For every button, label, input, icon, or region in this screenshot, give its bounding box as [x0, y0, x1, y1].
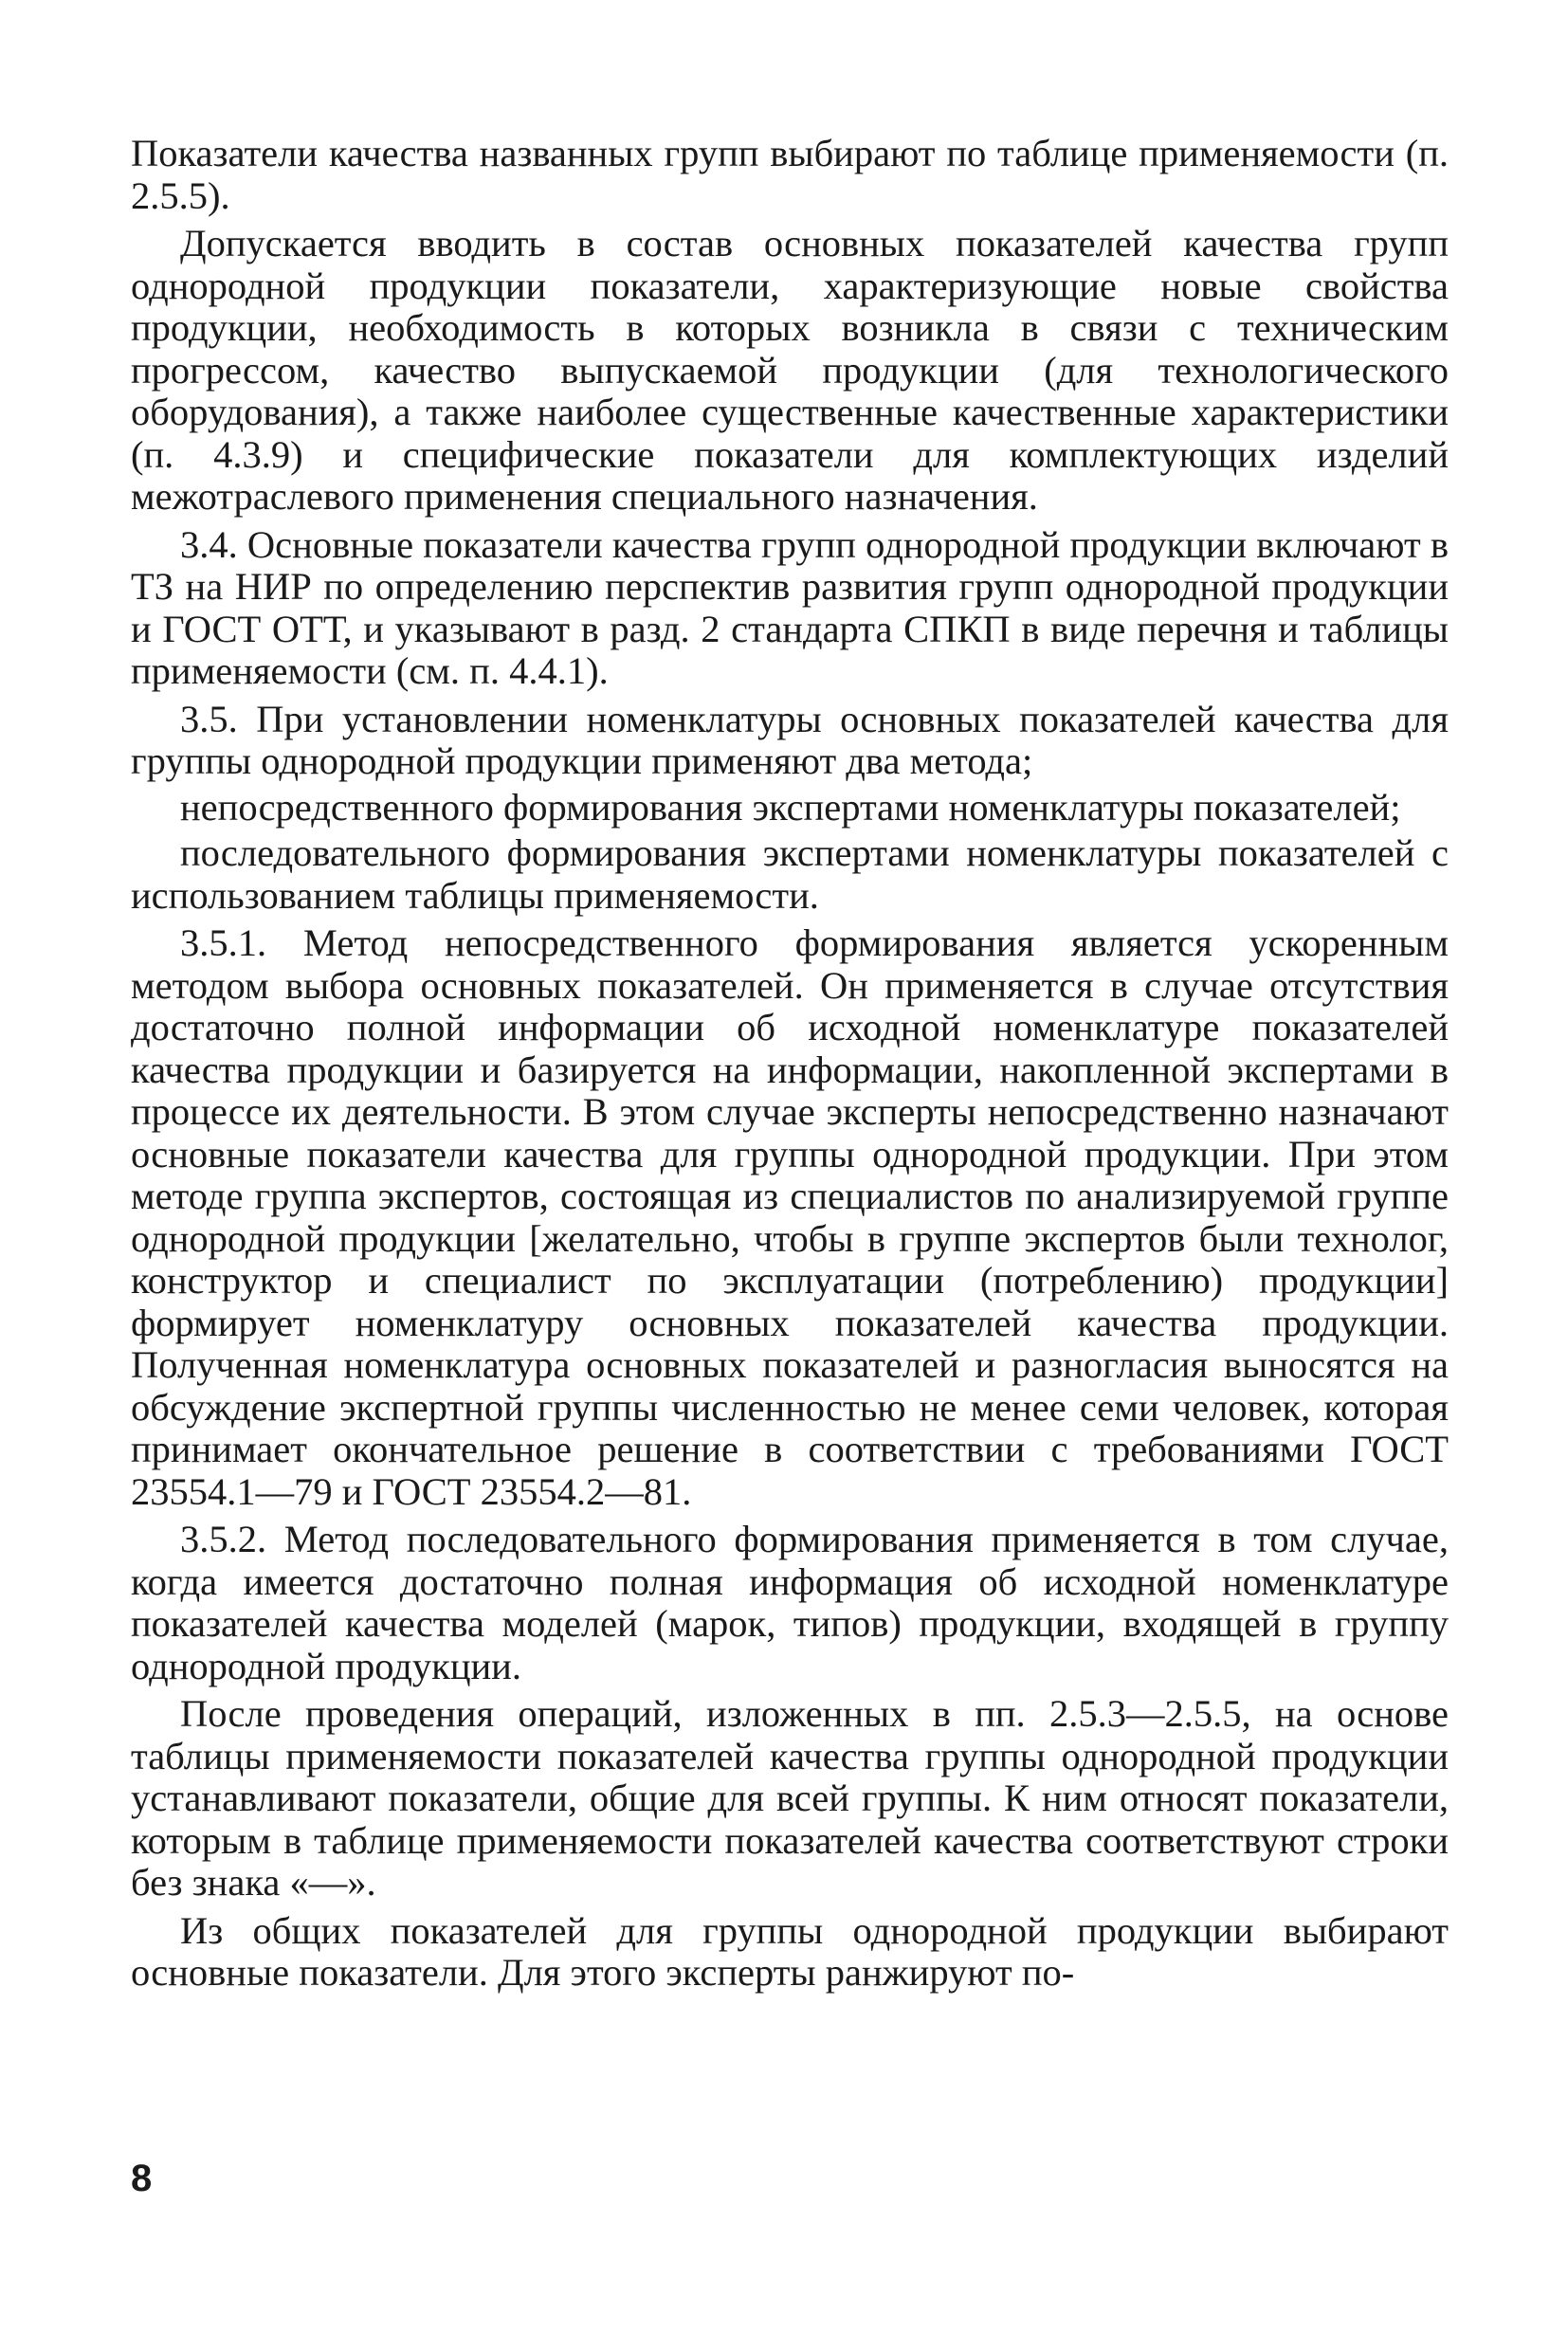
paragraph-quality-groups-selection: Показатели качества названных групп выбирают по таблице применяемости (п. 2.5.5).	[131, 132, 1449, 217]
paragraph-3-4: 3.4. Основные показатели качества групп однородной продукции включают в ТЗ на НИР по определению перспектив развития групп однородной продукции и ГОСТ ОТТ, и указывают в разд. 2 стандарта СПКП в виде перечня и таблицы применяемости (см. п. 4.4.1).	[131, 522, 1449, 692]
paragraph-3-5-1: 3.5.1. Метод непосредственного формирования является ускоренным методом выбора основных показателей. Он применяется в случае отсутствия достаточно полной информации об исходной номенклатуре показателей качества продукции и базируется на информации, накопленной экспертами в процессе их деятельности. В этом случае эксперты непосредственно назначают основные показатели качества для группы однородной продукции. При этом методе группа экспертов, состоящая из специалистов по анализируемой группе однородной продукции [желательно, чтобы в группе экспертов были технолог, конструктор и специалист по эксплуатации (потреблению) продукции] формирует номенклатуру основных показателей качества продукции. Полученная номенклатура основных показателей и разногласия выносятся на обсуждение экспертной группы численностью не менее семи человек, которая принимает окончательное решение в соответствии с требованиями ГОСТ 23554.1—79 и ГОСТ 23554.2—81.	[131, 921, 1449, 1513]
paragraph-3-5: 3.5. При установлении номенклатуры основных показателей качества для группы однородной продукции применяют два метода;	[131, 697, 1449, 782]
paragraph-after-operations: После проведения операций, изложенных в пп. 2.5.3—2.5.5, на основе таблицы применяемости показателей качества группы однородной продукции устанавливают показатели, общие для всей группы. К ним относят показатели, которым в таблице применяемости показателей качества соответствуют строки без знака «—».	[131, 1692, 1449, 1904]
paragraph-ranking: Из общих показателей для группы однородной продукции выбирают основные показатели. Для этого эксперты ранжируют по-	[131, 1908, 1449, 1994]
paragraph-method-direct: непосредственного формирования экспертами номенклатуры показателей;	[180, 785, 1401, 829]
page-number: 8	[131, 2158, 153, 2199]
paragraph-method-sequential: последовательного формирования экспертами номенклатуры показателей с использованием таблицы применяемости.	[131, 831, 1449, 917]
document-body	[131, 133, 1449, 2000]
paragraph-allowed-indicators: Допускается вводить в состав основных показателей качества групп однородной продукции показатели, характеризующие новые свойства продукции, необходимость в которых возникла в связи с техническим прогрессом, качество выпускаемой продукции (для технологического оборудования), а также наиболее существенные качественные характеристики (п. 4.3.9) и специфические показатели для комплектующих изделий межотраслевого применения специального назначения.	[131, 222, 1449, 518]
paragraph-3-5-2: 3.5.2. Метод последовательного формирования применяется в том случае, когда имеется достаточно полная информация об исходной номенклатуре показателей качества моделей (марок, типов) продукции, входящей в группу однородной продукции.	[131, 1518, 1449, 1687]
